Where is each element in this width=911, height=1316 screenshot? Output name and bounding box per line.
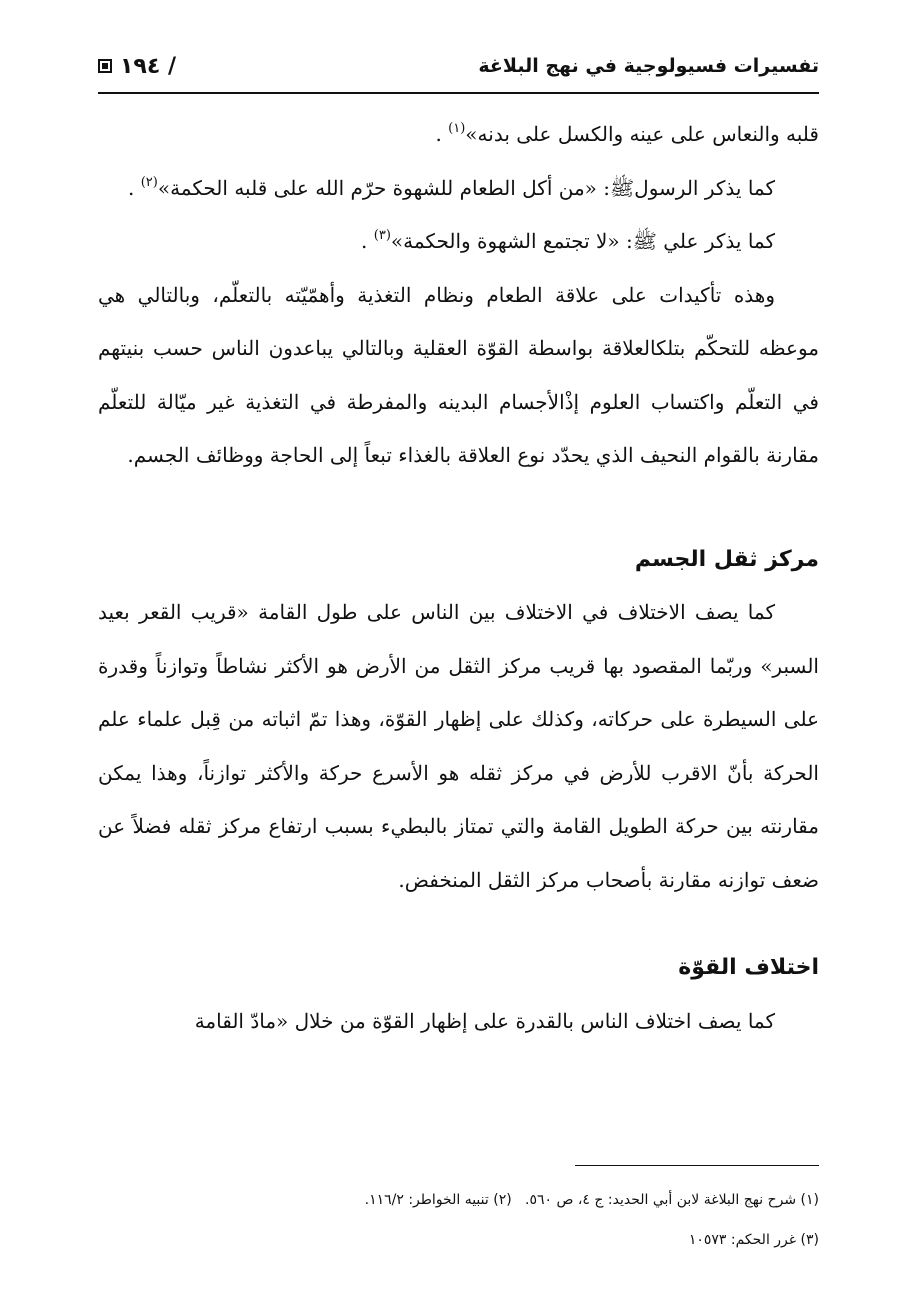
paragraph: كما يذكر الرسولﷺ: «من أكل الطعام للشهوة حرّم الله على قلبه الحكمة»$^{(٢)}$ .: [127, 174, 775, 200]
footnote-rule: [575, 1165, 819, 1166]
paragraph: وهذه تأكيدات على علاقة الطعام ونظام التغذية وأهمّيّته بالتعلّم، وبالتالي هي موعظه للتحكّم بتلكالعلاقة بواسطة القوّة العقلية وبالتالي يباعدون الناس حسب بنيتهم في التعلّم واكتساب العلوم إذْالأجسام البدينه والمفرطة في التغذية غير ميّالة للتعلّم مقارنة بالقوام النحيف الذي يحدّد نوع العلاقة بالغذاء تبعاً إلى الحاجة ووظائف الجسم.: [98, 282, 819, 467]
footnote: (١) شرح نهج البلاغة لابن أبي الحديد: ج ٤، ص ٥٦٠. (٢) تنبيه الخواطر: ١١٦/٢.: [364, 1192, 819, 1208]
footnote: (٣) غرر الحكم: ١٠٥٧٣: [688, 1232, 819, 1248]
paragraph: قلبه والنعاس على عينه والكسل على بدنه»$^{(١)}$ .: [435, 121, 819, 146]
footnote-ref: (١): [448, 121, 466, 136]
page-number-text: ١٩٤ /: [120, 53, 176, 79]
page-number: [98, 54, 176, 79]
footnotes: [98, 1180, 819, 1260]
running-header: [98, 46, 819, 86]
main-text: [98, 108, 819, 1048]
paragraph: كما يصف اختلاف الناس بالقدرة على إظهار القوّة من خلال «مادّ القامة: [194, 1008, 775, 1033]
book-title: تفسيرات فسيولوجية في نهج البلاغة: [478, 55, 819, 77]
footnote-ref: (٢): [140, 174, 158, 190]
section-heading: مركز ثقل الجسم: [634, 546, 819, 572]
paragraph: كما يصف الاختلاف في الاختلاف بين الناس على طول القامة «قريب القعر بعيد السبر» وربّما المقصود بها قريب مركز الثقل من الأرض هو الأكثر نشاطاً وتوازناً وقدرة على السيطرة على حركاته، وكذلك على إظهار القوّة، وهذا تمّ اثباته من قِبل علماء علم الحركة بأنّ الاقرب للأرض في مركز ثقله هو الأسرع حركة والأكثر توازناً، وهذا يمكن مقارنته بين حركة الطويل القامة والتي تمتاز بالبطيء بسبب ارتفاع مركز ثقله فضلاً عن ضعف توازنه مقارنة بأصحاب مركز الثقل المنخفض.: [98, 600, 819, 892]
section-heading: اختلاف القوّة: [678, 955, 819, 980]
header-rule: [98, 92, 819, 94]
square-ornament-icon: [98, 59, 112, 73]
paragraph: كما يذكر علي ﷺ: «لا تجتمع الشهوة والحكمة»$^{(٣)}$ .: [361, 228, 775, 253]
footnote-ref: (٣): [373, 228, 391, 243]
